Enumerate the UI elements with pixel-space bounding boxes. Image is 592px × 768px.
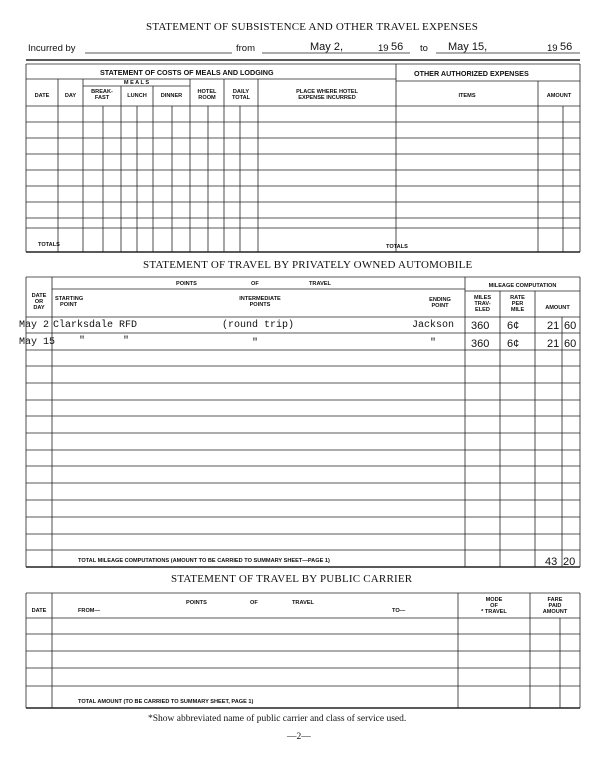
col-place-line1: PLACE WHERE HOTEL: [296, 89, 358, 95]
auto-col-rate-l2: PER: [511, 301, 524, 307]
other-expenses-heading: OTHER AUTHORIZED EXPENSES: [414, 69, 529, 78]
carrier-col-fare-l2: PAID: [548, 603, 562, 609]
carrier-points-c: TRAVEL: [292, 600, 314, 606]
carrier-col-to: TO—: [392, 608, 406, 614]
points-heading-b: OF: [251, 281, 259, 287]
footnote: *Show abbreviated name of public carrier and class of service used.: [148, 714, 407, 724]
carrier-points-b: OF: [250, 600, 258, 606]
auto-col-amount: AMOUNT: [545, 305, 570, 311]
to-label: to: [420, 43, 428, 54]
col-daily-line1: DAILY: [232, 89, 250, 95]
mileage-total-cents[interactable]: 20: [563, 556, 576, 568]
carrier-col-mode-l2: OF: [490, 603, 498, 609]
auto-row1-intermediate[interactable]: (round trip): [222, 320, 295, 331]
col-hotel-line2: ROOM: [198, 95, 216, 101]
incurred-by-label: Incurred by: [28, 43, 76, 54]
auto-row1-dollars[interactable]: 21: [547, 320, 560, 332]
col-items: ITEMS: [458, 93, 476, 99]
from-year-value[interactable]: 56: [391, 41, 404, 53]
auto-col-date-l2: OR: [34, 299, 44, 305]
auto-col-end-l1: ENDING: [429, 297, 451, 303]
auto-row2-date[interactable]: May 15: [19, 337, 56, 348]
points-heading-a: POINTS: [176, 281, 197, 287]
meals-totals-label: TOTALS: [38, 242, 60, 248]
col-amount: AMOUNT: [546, 93, 572, 99]
auto-col-rate-l3: MILE: [510, 307, 525, 313]
auto-col-miles-l3: ELED: [475, 307, 490, 313]
col-daily-line2: TOTAL: [231, 95, 251, 101]
carrier-col-date: DATE: [31, 608, 47, 614]
col-day: DAY: [64, 93, 77, 99]
auto-col-start-l1: STARTING: [55, 296, 84, 302]
carrier-col-mode-l3: * TRAVEL: [481, 609, 507, 615]
col-breakfast-line1: BREAK-: [91, 89, 113, 95]
col-lunch: LUNCH: [127, 93, 147, 99]
col-breakfast-line2: FAST: [94, 95, 110, 101]
auto-col-miles-l1: MILES: [473, 295, 492, 301]
auto-row2-cents[interactable]: 60: [564, 338, 577, 350]
meals-subheading: M E A L S: [123, 80, 150, 86]
auto-row1-miles[interactable]: 360: [471, 320, 490, 332]
from-year-prefix: 19: [378, 43, 389, 54]
points-heading-c: TRAVEL: [309, 281, 331, 287]
col-place-line2: EXPENSE INCURRED: [298, 95, 356, 101]
to-year-prefix: 19: [547, 43, 558, 54]
auto-col-intermediate-l2: POINTS: [249, 302, 271, 308]
col-dinner: DINNER: [160, 93, 183, 99]
carrier-col-mode-l1: MODE: [485, 597, 503, 603]
auto-row2-start[interactable]: ": [79, 336, 86, 347]
carrier-total-label: TOTAL AMOUNT (TO BE CARRIED TO SUMMARY SHEET, PAGE 1): [78, 699, 254, 705]
from-date-value[interactable]: May 2,: [310, 41, 344, 53]
auto-row1-start[interactable]: Clarksdale RFD: [53, 320, 138, 331]
to-year-value[interactable]: 56: [560, 41, 573, 53]
meals-lodging-heading: STATEMENT OF COSTS OF MEALS AND LODGING: [100, 68, 274, 77]
auto-row1-end[interactable]: Jackson: [412, 320, 455, 331]
automobile-heading: STATEMENT OF TRAVEL BY PRIVATELY OWNED AUTOMOBILE: [143, 259, 473, 271]
mileage-total-label: TOTAL MILEAGE COMPUTATIONS (AMOUNT TO BE CARRIED TO SUMMARY SHEET—PAGE 1): [78, 558, 330, 564]
auto-col-date-l1: DATE: [31, 293, 47, 299]
auto-col-intermediate-l1: INTERMEDIATE: [239, 296, 281, 302]
carrier-points-a: POINTS: [186, 600, 207, 606]
auto-row2-start-ditto[interactable]: ": [123, 336, 130, 347]
auto-col-rate-l1: RATE: [510, 295, 525, 301]
other-totals-label: TOTALS: [386, 244, 408, 250]
auto-row2-rate[interactable]: 6¢: [507, 338, 520, 350]
col-date: DATE: [34, 93, 50, 99]
to-date-value[interactable]: May 15,: [448, 41, 488, 53]
carrier-col-fare-l3: AMOUNT: [542, 609, 568, 615]
auto-col-start-l2: POINT: [60, 302, 78, 308]
auto-row2-miles[interactable]: 360: [471, 338, 490, 350]
auto-row1-date[interactable]: May 2: [19, 320, 50, 331]
auto-row2-end[interactable]: ": [430, 338, 437, 349]
page-number: —2—: [287, 732, 311, 742]
auto-col-end-l2: POINT: [431, 303, 449, 309]
form-title: STATEMENT OF SUBSISTENCE AND OTHER TRAVEL EXPENSES: [146, 21, 479, 33]
auto-row2-dollars[interactable]: 21: [547, 338, 560, 350]
auto-row1-rate[interactable]: 6¢: [507, 320, 520, 332]
mileage-heading: MILEAGE COMPUTATION: [488, 283, 557, 289]
carrier-col-from: FROM—: [78, 608, 101, 614]
public-carrier-heading: STATEMENT OF TRAVEL BY PUBLIC CARRIER: [171, 573, 413, 585]
auto-row2-intermediate[interactable]: ": [252, 338, 259, 349]
auto-row1-cents[interactable]: 60: [564, 320, 577, 332]
carrier-col-fare-l1: FARE: [547, 597, 563, 603]
from-label: from: [236, 43, 255, 54]
auto-col-date-l3: DAY: [33, 305, 45, 311]
auto-col-miles-l2: TRAV-: [474, 301, 491, 307]
col-hotel-line1: HOTEL: [197, 89, 217, 95]
mileage-total-dollars[interactable]: 43: [545, 556, 558, 568]
